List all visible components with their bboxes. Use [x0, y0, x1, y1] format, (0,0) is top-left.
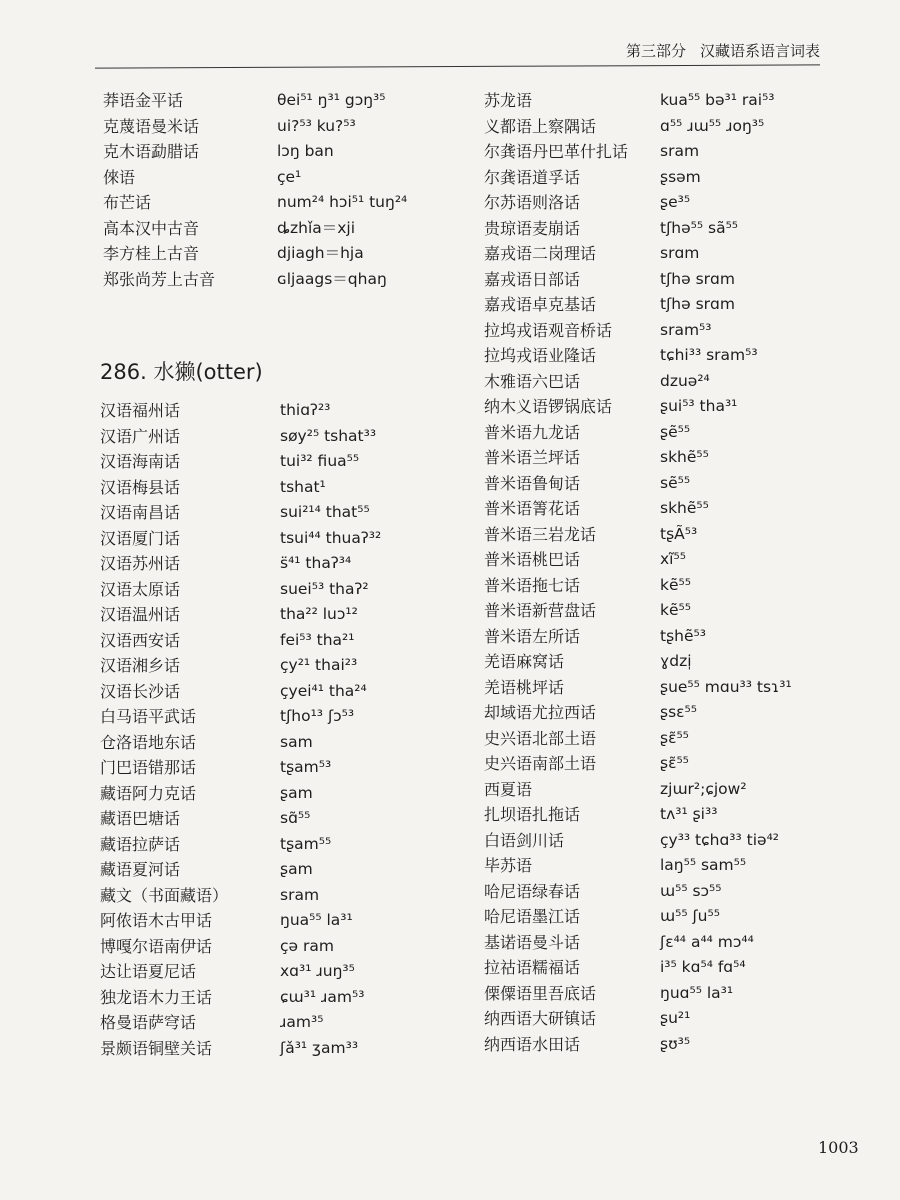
language-name: 史兴语南部土语: [484, 754, 597, 773]
word-form: ʃɛ⁴⁴ a⁴⁴ mɔ⁴⁴: [660, 932, 754, 951]
word-form: dzuə²⁴: [660, 371, 710, 390]
language-name: 拉坞戎语业隆话: [484, 346, 597, 365]
word-form: ui?⁵³ ku?⁵³: [277, 116, 356, 135]
word-form: çy²¹ thai²³: [280, 656, 358, 674]
language-name: 纳西语大研镇话: [484, 1009, 597, 1028]
language-name: 普米语九龙话: [484, 422, 581, 442]
word-form: kẽ⁵⁵: [660, 601, 691, 619]
word-form: zjɯr²;ɕjow²: [660, 779, 747, 798]
language-name: 博嘎尔语南伊话: [100, 936, 213, 956]
word-form: sram: [280, 885, 320, 904]
word-form: ʂu²¹: [660, 1009, 691, 1027]
language-name: 汉语广州话: [100, 426, 181, 446]
running-header: [600, 40, 820, 61]
word-form: tshat¹: [280, 477, 326, 496]
language-name: 苏龙语: [484, 91, 533, 110]
language-name: 汉语湘乡话: [100, 656, 181, 675]
language-name: 格曼语萨穹话: [100, 1013, 197, 1032]
word-form: tsui⁴⁴ thuaʔ³²: [280, 528, 382, 547]
word-form: i³⁵ kɑ⁵⁴ fɑ⁵⁴: [660, 958, 746, 976]
word-form: θei⁵¹ ŋ³¹ gɔŋ³⁵: [277, 91, 386, 109]
word-form: skhẽ⁵⁵: [660, 448, 709, 466]
word-form: ɢljaags＝qhaŋ: [277, 269, 387, 288]
language-name: 藏语巴塘话: [100, 809, 181, 828]
language-name: 汉语海南话: [100, 452, 181, 471]
word-form: çə ram: [280, 936, 334, 955]
word-form: ʂam: [280, 783, 313, 802]
language-name: 尔龚语道孚话: [484, 167, 581, 187]
language-name: 纳木义语锣锅底话: [484, 397, 613, 416]
language-name: 纳西语水田话: [484, 1034, 581, 1054]
language-name: 普米语拖七话: [484, 575, 581, 595]
word-form: tʂam⁵⁵: [280, 834, 332, 853]
language-name: 却域语尤拉西话: [484, 703, 597, 722]
language-name: 普米语鲁甸话: [484, 473, 581, 493]
word-form: sɑ̃⁵⁵: [280, 809, 311, 827]
word-form: laŋ⁵⁵ sam⁵⁵: [660, 856, 747, 874]
word-form: sram: [660, 142, 700, 160]
language-name: 拉祜语糯福话: [484, 958, 581, 977]
word-form: djiagh＝hja: [277, 244, 364, 262]
word-form: sẽ⁵⁵: [660, 473, 691, 492]
language-name: 普米语兰坪话: [484, 448, 581, 467]
language-name: 汉语厦门话: [100, 528, 181, 548]
language-name: 景颇语铜壁关话: [100, 1038, 213, 1058]
language-name: 白语剑川话: [484, 830, 565, 850]
section-title: 水獭(otter): [153, 360, 263, 384]
word-form: tɕhi³³ sram⁵³: [660, 346, 758, 364]
word-form: xĩ⁵⁵: [660, 550, 686, 568]
header-rule: [95, 64, 820, 68]
language-name: 汉语西安话: [100, 630, 181, 650]
language-name: 克蔑语曼米话: [103, 116, 200, 136]
word-form: tʂhẽ⁵³: [660, 626, 706, 645]
language-name: 嘉戎语卓克基话: [484, 295, 597, 314]
word-form: sui²¹⁴ that⁵⁵: [280, 503, 370, 521]
language-name: 扎坝语扎拖话: [484, 805, 581, 824]
language-name: 羌语麻窝话: [484, 652, 565, 671]
language-name: 汉语南昌话: [100, 503, 181, 522]
word-form: ʂẽ⁵⁵: [660, 422, 691, 441]
language-name: 门巴语错那话: [100, 758, 197, 777]
language-name: 尔苏语则洛话: [484, 193, 581, 212]
language-name: 毕苏语: [484, 856, 533, 875]
word-form: çe¹: [277, 167, 302, 186]
word-form: tʃhə srɑm: [660, 295, 735, 313]
word-form: sam: [280, 732, 313, 751]
word-form: lɔŋ ban: [277, 142, 334, 160]
word-form: ŋua⁵⁵ la³¹: [280, 911, 353, 929]
word-form: ʂui⁵³ tha³¹: [660, 397, 738, 415]
header-book-title: 汉藏语系语言词表: [699, 42, 820, 60]
word-form: ʂue⁵⁵ mɑu³³ tsɿ³¹: [660, 677, 792, 696]
word-form: ɣdzi̩: [660, 652, 692, 670]
word-form: ɕɯ³¹ ɹam⁵³: [280, 987, 365, 1006]
page-number: 1003: [818, 1138, 859, 1157]
language-name: 羌语桃坪话: [484, 677, 565, 697]
language-name: 普米语左所话: [484, 626, 581, 646]
language-name: 李方桂上古音: [103, 244, 200, 263]
word-form: tʃhə srɑm: [660, 269, 735, 288]
language-name: 藏语夏河话: [100, 860, 181, 879]
language-name: 白马语平武话: [100, 707, 197, 726]
word-form: tʂam⁵³: [280, 758, 332, 776]
word-form: søy²⁵ tshat³³: [280, 426, 377, 445]
language-name: 尔龚语丹巴革什扎话: [484, 142, 629, 161]
language-name: 普米语箐花话: [484, 499, 581, 518]
language-name: 汉语福州话: [100, 401, 181, 420]
language-name: 嘉戎语二岗理话: [484, 244, 597, 263]
word-form: tui³² fiua⁵⁵: [280, 452, 360, 470]
word-form: ʃǎ³¹ ʒam³³: [280, 1038, 359, 1057]
language-name: 阿侬语木古甲话: [100, 911, 213, 930]
language-name: 高本汉中古音: [103, 218, 200, 238]
language-name: 藏语阿力克话: [100, 783, 197, 803]
word-form: skhẽ⁵⁵: [660, 499, 709, 517]
word-form: srɑm: [660, 244, 700, 262]
language-name: 莽语金平话: [103, 91, 184, 110]
word-form: ʂsəm: [660, 167, 701, 186]
language-name: 嘉戎语日部话: [484, 269, 581, 289]
language-name: 哈尼语绿春话: [484, 881, 581, 901]
section-heading: [100, 356, 263, 386]
word-form: çy³³ tɕhɑ³³ tiə⁴²: [660, 830, 780, 849]
word-form: fei⁵³ tha²¹: [280, 630, 355, 649]
language-name: 西夏语: [484, 779, 533, 799]
section-number: 286.: [100, 360, 147, 384]
language-name: 独龙语木力王话: [100, 987, 213, 1007]
word-form: ɑ⁵⁵ ɹɯ⁵⁵ ɹoŋ³⁵: [660, 116, 765, 135]
language-name: 贵琼语麦崩话: [484, 218, 581, 238]
word-form: ʂsɛ⁵⁵: [660, 703, 697, 721]
word-form: tʂÃ⁵³: [660, 524, 698, 543]
language-name: 倈语: [103, 167, 136, 187]
word-form: thiɑʔ²³: [280, 401, 331, 419]
word-form: ɯ⁵⁵ sɔ⁵⁵: [660, 881, 722, 900]
word-form: ʂʊ³⁵: [660, 1034, 691, 1053]
header-part: 第三部分: [625, 42, 686, 60]
word-form: tʃhə⁵⁵ sã⁵⁵: [660, 218, 738, 237]
word-form: kua⁵⁵ bə³¹ rai⁵³: [660, 91, 775, 109]
language-name: 仓洛语地东话: [100, 732, 197, 752]
language-name: 基诺语曼斗话: [484, 932, 581, 952]
word-form: tʃho¹³ ʃɔ⁵³: [280, 707, 355, 725]
language-name: 汉语温州话: [100, 605, 181, 624]
language-name: 克木语勐腊话: [103, 142, 200, 161]
language-name: 木雅语六巴话: [484, 371, 581, 391]
word-form: num²⁴ hɔi⁵¹ tuŋ²⁴: [277, 193, 408, 211]
word-form: kẽ⁵⁵: [660, 575, 691, 594]
language-name: 汉语太原话: [100, 579, 181, 599]
word-form: ʂɛ̃⁵⁵: [660, 728, 689, 747]
word-form: ʂam: [280, 860, 313, 878]
language-name: 达让语夏尼话: [100, 962, 197, 981]
language-name: 汉语长沙话: [100, 681, 181, 701]
language-name: 傈僳语里吾底话: [484, 983, 597, 1003]
word-form: xɑ³¹ ɹuŋ³⁵: [280, 962, 355, 980]
language-name: 郑张尚芳上古音: [103, 269, 216, 289]
language-name: 普米语桃巴话: [484, 550, 581, 569]
word-form: çyei⁴¹ tha²⁴: [280, 681, 367, 700]
language-name: 汉语苏州话: [100, 554, 181, 573]
language-name: 哈尼语墨江话: [484, 907, 581, 926]
word-form: ȡzhǐa＝xji: [277, 218, 356, 237]
language-name: 藏语拉萨话: [100, 834, 181, 854]
language-name: 普米语新营盘话: [484, 601, 597, 620]
word-form: tha²² luɔ¹²: [280, 605, 358, 623]
word-form: ʂe³⁵: [660, 193, 691, 211]
word-form: suei⁵³ thaʔ²: [280, 579, 369, 598]
word-form: ɹam³⁵: [280, 1013, 324, 1031]
word-form: ŋuɑ⁵⁵ la³¹: [660, 983, 734, 1002]
word-form: tʌ³¹ ʂi³³: [660, 805, 718, 823]
word-form: s̈⁴¹ thaʔ³⁴: [280, 554, 352, 572]
language-name: 布芒话: [103, 193, 152, 212]
language-name: 义都语上察隅话: [484, 116, 597, 136]
language-name: 藏文（书面藏语）: [100, 885, 229, 905]
language-name: 史兴语北部土语: [484, 728, 597, 748]
language-name: 普米语三岩龙话: [484, 524, 597, 544]
language-name: 拉坞戎语观音桥话: [484, 320, 613, 340]
word-form: sram⁵³: [660, 320, 712, 339]
word-form: ʂɛ̃⁵⁵: [660, 754, 689, 772]
word-form: ɯ⁵⁵ ʃu⁵⁵: [660, 907, 720, 925]
language-name: 汉语梅县话: [100, 477, 181, 497]
